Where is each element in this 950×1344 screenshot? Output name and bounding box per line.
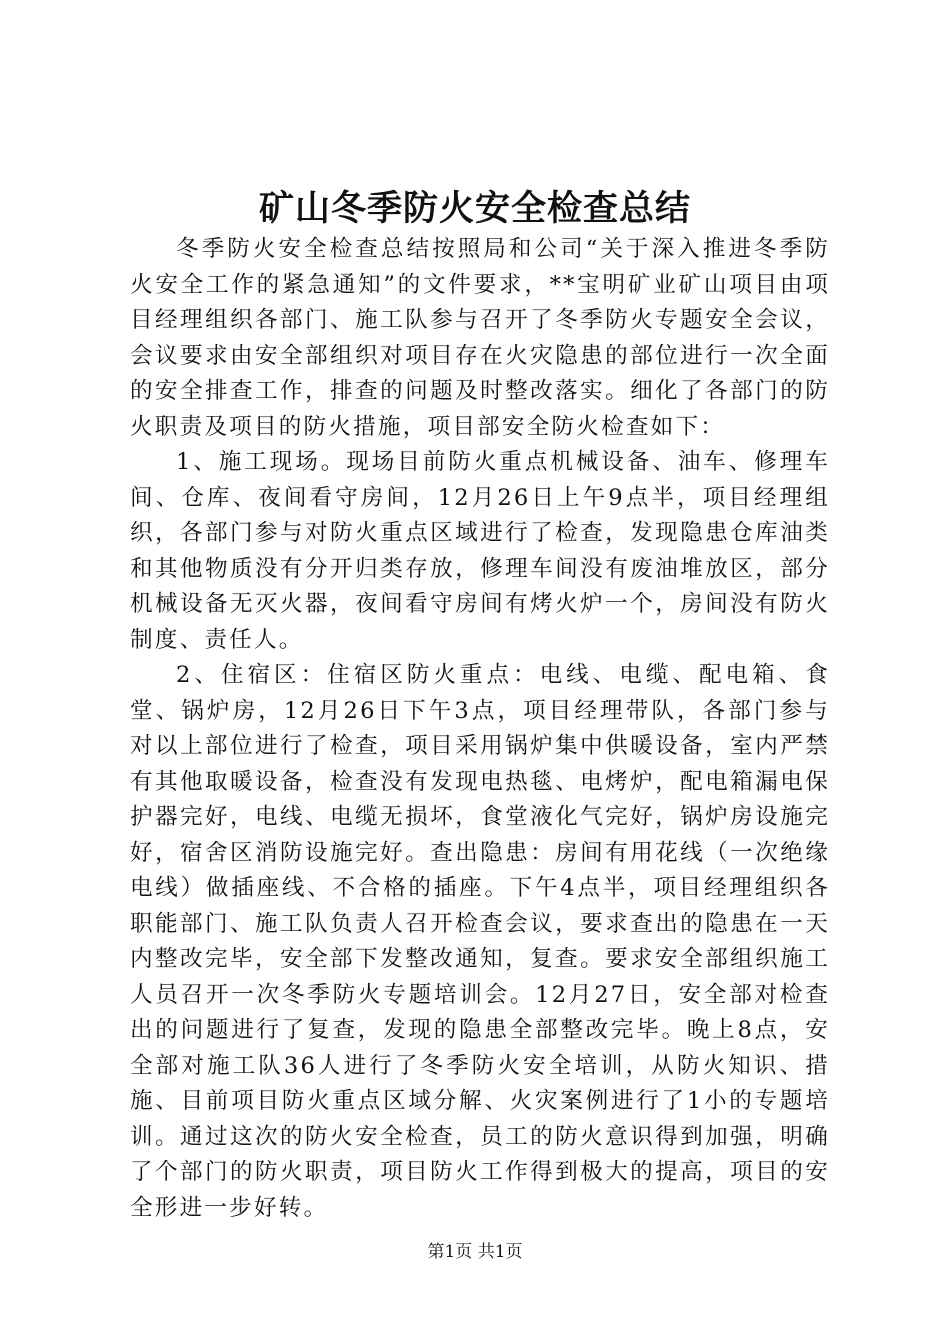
- document-title: 矿山冬季防火安全检查总结: [258, 188, 691, 229]
- document-body: [130, 232, 830, 1226]
- paragraph-construction-site: 1、施工现场。现场目前防火重点机械设备、油车、修理车间、仓库、夜间看守房间，12月26日上午9点半，项目经理组织，各部门参与对防火重点区域进行了检查，发现隐患仓库油类和其他物质没有分开归类存放，修理车间没有废油堆放区，部分机械设备无灭火器，夜间看守房间有烤火炉一个，房间没有防火制度、责任人。: [130, 449, 830, 653]
- paragraph-dormitory-area: 2、住宿区：住宿区防火重点：电线、电缆、配电箱、食堂、锅炉房，12月26日下午3点，项目经理带队，各部门参与对以上部位进行了检查，项目采用锅炉集中供暖设备，室内严禁有其他取暖设备，检查没有发现电热毯、电烤炉，配电箱漏电保护器完好，电线、电缆无损坏，食堂液化气完好，锅炉房设施完好，宿舍区消防设施完好。查出隐患：房间有用花线（一次绝缘电线）做插座线、不合格的插座。下午4点半，项目经理组织各职能部门、施工队负责人召开检查会议，要求查出的隐患在一天内整改完毕，安全部下发整改通知，复查。要求安全部组织施工人员召开一次冬季防火专题培训会。12月27日，安全部对检查出的问题进行了复查，发现的隐患全部整改完毕。晚上8点，安全部对施工队36人进行了冬季防火安全培训，从防火知识、措施、目前项目防火重点区域分解、火灾案例进行了1小的专题培训。通过这次的防火安全检查，员工的防火意识得到加强，明确了个部门的防火职责，项目防火工作得到极大的提高，项目的安全形进一步好转。: [130, 662, 830, 1221]
- page-number-footer: 第1页 共1页: [427, 1242, 523, 1262]
- paragraph-intro: 冬季防火安全检查总结按照局和公司“关于深入推进冬季防火安全工作的紧急通知”的文件要求，**宝明矿业矿山项目由项目经理组织各部门、施工队参与召开了冬季防火专题安全会议，会议要求由安全部组织对项目存在火灾隐患的部位进行一次全面的安全排查工作，排查的问题及时整改落实。细化了各部门的防火职责及项目的防火措施，项目部安全防火检查如下：: [130, 236, 830, 440]
